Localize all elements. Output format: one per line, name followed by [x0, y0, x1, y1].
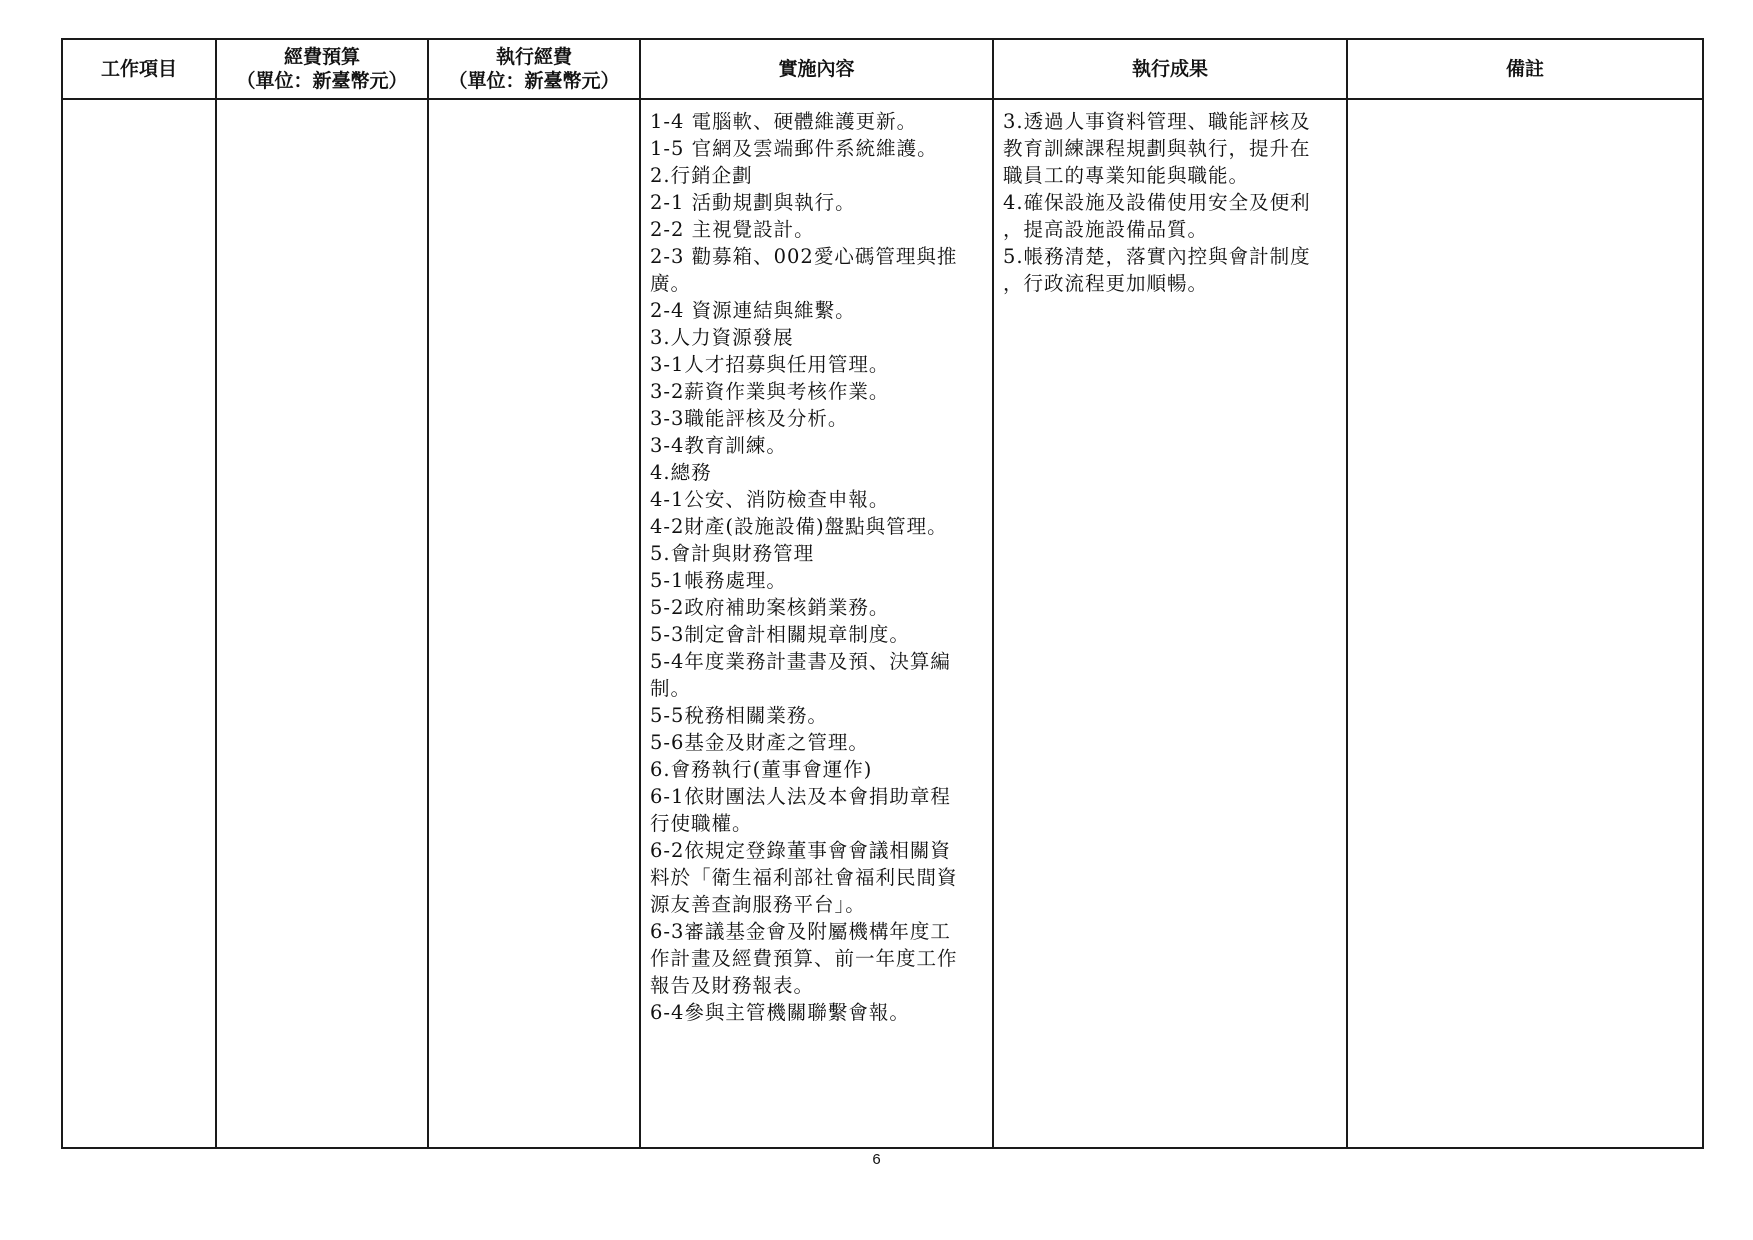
page-number: 6	[872, 1151, 881, 1168]
text-line: 5-6基金及財產之管理。	[650, 731, 869, 754]
text-line: 廣。	[650, 272, 692, 295]
text-line: 5-5稅務相關業務。	[650, 704, 828, 727]
text-line: 6.會務執行(董事會運作)	[650, 758, 873, 781]
text-line: 5-2政府補助案核銷業務。	[650, 596, 890, 619]
text-line: 3-4教育訓練。	[650, 434, 787, 457]
text-line: 5-1帳務處理。	[650, 569, 787, 592]
text-line: 6-4參與主管機關聯繫會報。	[650, 1001, 910, 1024]
header-line: 工作項目	[100, 58, 177, 80]
text-line: 源友善查詢服務平台」。	[650, 893, 866, 916]
header-line: （單位：新臺幣元）	[448, 70, 620, 92]
work-plan-table	[61, 38, 1704, 1149]
text-line: 3-1人才招募與任用管理。	[650, 353, 890, 376]
header-line: 備註	[1505, 58, 1544, 80]
result-lines	[994, 100, 1346, 297]
header-line: 實施內容	[778, 58, 855, 80]
text-line: 4.總務	[650, 461, 712, 484]
header-work-item	[62, 39, 216, 99]
text-line: 6-1依財團法人法及本會捐助章程	[650, 785, 951, 808]
text-line: 2-3 勸募箱、002愛心碼管理與推	[650, 245, 958, 268]
text-line: 職員工的專業知能與職能。	[1003, 164, 1250, 187]
content-lines	[641, 100, 992, 1026]
text-line: 2-4 資源連結與維繫。	[650, 299, 856, 322]
text-line: 1-5 官網及雲端郵件系統維護。	[650, 137, 938, 160]
text-line: 5-3制定會計相關規章制度。	[650, 623, 910, 646]
text-line: ，提高設施設備品質。	[1003, 218, 1209, 241]
text-line: 5.帳務清楚，落實內控與會計制度	[1003, 245, 1311, 268]
text-line: 5.會計與財務管理	[650, 542, 815, 565]
text-line: 報告及財務報表。	[650, 974, 815, 997]
header-spent	[428, 39, 640, 99]
text-line: 6-2依規定登錄董事會會議相關資	[650, 839, 951, 862]
cell-spent	[428, 99, 640, 1148]
text-line: 2-2 主視覺設計。	[650, 218, 815, 241]
text-line: 作計畫及經費預算、前一年度工作	[650, 947, 958, 970]
cell-work-item	[62, 99, 216, 1148]
table-row	[62, 99, 1703, 1148]
cell-result	[993, 99, 1347, 1148]
text-line: 料於「衛生福利部社會福利民間資	[650, 866, 958, 889]
text-line: 2.行銷企劃	[650, 164, 753, 187]
header-remarks	[1347, 39, 1703, 99]
text-line: 3-2薪資作業與考核作業。	[650, 380, 890, 403]
header-line: （單位：新臺幣元）	[236, 70, 408, 92]
header-content	[640, 39, 993, 99]
cell-remarks	[1347, 99, 1703, 1148]
cell-budget	[216, 99, 428, 1148]
table-header-row	[62, 39, 1703, 99]
text-line: 制。	[650, 677, 692, 700]
text-line: 4.確保設施及設備使用安全及便利	[1003, 191, 1311, 214]
text-line: 行使職權。	[650, 812, 753, 835]
header-budget	[216, 39, 428, 99]
text-line: 6-3審議基金會及附屬機構年度工	[650, 920, 951, 943]
text-line: 3.透過人事資料管理、職能評核及	[1003, 110, 1311, 133]
text-line: 3-3職能評核及分析。	[650, 407, 849, 430]
text-line: 教育訓練課程規劃與執行，提升在	[1003, 137, 1311, 160]
text-line: 5-4年度業務計畫書及預、決算編	[650, 650, 951, 673]
text-line: 4-2財產(設施設備)盤點與管理。	[650, 515, 948, 538]
text-line: 3.人力資源發展	[650, 326, 794, 349]
header-line: 經費預算	[283, 46, 360, 68]
text-line: 1-4 電腦軟、硬體維護更新。	[650, 110, 918, 133]
header-line: 執行成果	[1131, 58, 1208, 80]
text-line: ，行政流程更加順暢。	[1003, 272, 1209, 295]
text-line: 2-1 活動規劃與執行。	[650, 191, 856, 214]
text-line: 4-1公安、消防檢查申報。	[650, 488, 890, 511]
header-result	[993, 39, 1347, 99]
cell-content	[640, 99, 993, 1148]
header-line: 執行經費	[495, 46, 572, 68]
